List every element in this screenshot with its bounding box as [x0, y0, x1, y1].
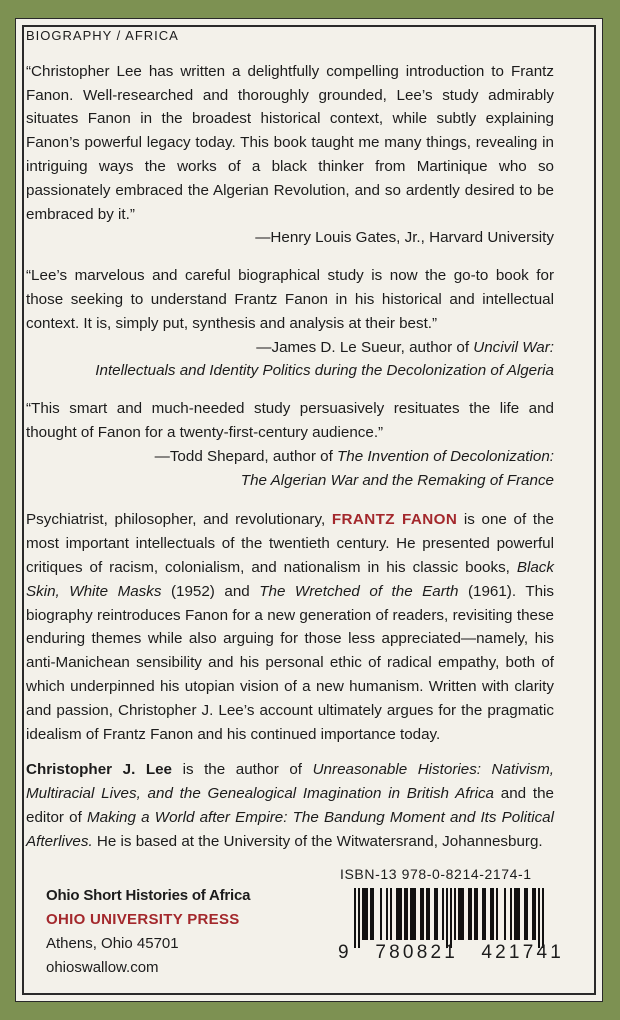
barcode-bar [482, 888, 484, 940]
bio-text: He is based at the University of the Witwatersrand, Johannesburg. [92, 832, 543, 850]
description-text: Psychiatrist, philosopher, and revolutionary, [26, 511, 332, 529]
barcode-guard-bar [450, 888, 452, 948]
barcode-bar [372, 888, 374, 940]
publisher-block [46, 884, 250, 980]
barcode-bar [436, 888, 438, 940]
barcode-digits-right: 421741 [481, 942, 564, 963]
barcode-bar [420, 888, 422, 940]
barcode-bar [504, 888, 506, 940]
book-title: Unreasonable Histories: Nativism, Multiracial Lives, and the Genealogical Imagination in British Africa [26, 761, 554, 803]
description-text: is one of the most important intellectuals of the twentieth century. He presented powerful critiques of racism, colonialism, and nationalism in his classic books, [26, 511, 554, 576]
series-name: Ohio Short Histories of Africa [46, 887, 251, 904]
barcode-bar [518, 888, 520, 940]
barcode-digits [338, 942, 564, 964]
description-text: (1961). This biography reintroduces Fanon for a new generation of readers, revisiting these enduring themes while also arguing for those less appreciated—namely, his anti-Manichean sensibility and his personal ethic of radical empathy, both of which underpinned his utopian vision of a new humanism. Written with clarity and passion, Christopher J. Lee’s account ultimately argues for the pragmatic idealism of Frantz Fanon and his continued importance today. [26, 582, 555, 743]
bio-text: is the author of [172, 761, 313, 779]
barcode-guard-bar [354, 888, 356, 948]
barcode-bar [390, 888, 392, 940]
book-title: Making a World after Empire: The Bandung Moment and Its Political Afterlives. [26, 808, 554, 850]
barcode-bars [338, 888, 564, 948]
barcode-bar [516, 888, 518, 940]
barcode-guard-bar [446, 888, 448, 948]
barcode-bar [396, 888, 398, 940]
blurb-attribution-3-line2: The Algerian War and the Remaking of France [240, 471, 554, 489]
barcode-bar [492, 888, 494, 940]
blurb-attribution-2-line2: Intellectuals and Identity Politics during the Decolonization of Algeria [95, 362, 554, 380]
blurb-attribution-2 [26, 336, 554, 360]
author-name: Christopher J. Lee [26, 761, 173, 779]
barcode-guard-bar [358, 888, 360, 948]
press-name: OHIO UNIVERSITY PRESS [46, 911, 240, 928]
barcode-bar [410, 888, 412, 940]
barcode-bar [470, 888, 472, 940]
subject-name: FRANTZ FANON [331, 511, 458, 529]
category-label: BIOGRAPHY / AFRICA [26, 28, 179, 43]
barcode-bar [442, 888, 444, 940]
description-text: (1952) and [161, 582, 260, 600]
attribution-book-title: The Invention of Decolonization: [337, 447, 554, 465]
blurb-quote-3: “This smart and much-needed study persuasively resituates the life and thought of Fanon for a twenty-first-century audience.” [26, 400, 554, 441]
blurb-attribution-3 [26, 445, 554, 469]
barcode-bar [460, 888, 462, 940]
attribution-prefix: —Todd Shepard, author of [154, 447, 338, 465]
barcode-bar [412, 888, 414, 940]
barcode-bar [398, 888, 400, 940]
barcode-bar [406, 888, 408, 940]
barcode-bar [454, 888, 456, 940]
barcode-bar [422, 888, 424, 940]
barcode-bar [414, 888, 416, 940]
barcode-guard-bar [542, 888, 544, 948]
barcode-bar [490, 888, 492, 940]
press-city: Athens, Ohio 45701 [46, 935, 179, 952]
barcode-digits-left: 780821 [375, 942, 458, 963]
barcode-guard-bar [538, 888, 540, 948]
barcode-bar [434, 888, 436, 940]
barcode-bar [366, 888, 368, 940]
book-title: Black Skin, White Masks [26, 558, 554, 600]
barcode-bar [364, 888, 366, 940]
bio-text: and the editor of [26, 785, 554, 826]
barcode-bar [400, 888, 402, 940]
attribution-prefix: —James D. Le Sueur, author of [256, 338, 474, 356]
isbn-barcode [338, 866, 564, 990]
back-cover-content [26, 24, 554, 854]
barcode-bar [468, 888, 470, 940]
blurb-quote-2: “Lee’s marvelous and careful biographical study is now the go-to book for those seeking to understand Frantz Fanon in his historical and intellectual context. It is, simply put, synthesis and analysis at their best.” [26, 267, 554, 332]
barcode-bar [476, 888, 478, 940]
barcode-bar [484, 888, 486, 940]
barcode-bar [474, 888, 476, 940]
blurb-attribution-1: —Henry Louis Gates, Jr., Harvard University [255, 229, 554, 247]
barcode-bar [526, 888, 528, 940]
barcode-bar [362, 888, 364, 940]
barcode-digit-first: 9 [338, 942, 349, 963]
barcode-bar [532, 888, 534, 940]
barcode-bar [428, 888, 430, 940]
barcode-bar [380, 888, 382, 940]
attribution-book-title: Uncivil War: [473, 338, 554, 356]
barcode-bar [370, 888, 372, 940]
barcode-bar [534, 888, 536, 940]
press-website: ohioswallow.com [46, 959, 159, 976]
barcode-bar [386, 888, 388, 940]
barcode-bar [524, 888, 526, 940]
book-description [26, 508, 554, 746]
barcode-bar [426, 888, 428, 940]
book-title: The Wretched of the Earth [259, 582, 459, 600]
blurb-quote-1: “Christopher Lee has written a delightfully compelling introduction to Frantz Fanon. Well-researched and thoroughly grounded, Lee’s study admirably situates Fanon in the broadest historical context, while subtly explaining Fanon’s powerful legacy today. This book taught me many things, revealing in intriguing ways the works of a black thinker from Martinique who so passionately embraced the Algerian Revolution, and so ardently desired to be embraced by it.” [26, 62, 554, 223]
barcode-bar [496, 888, 498, 940]
author-bio [26, 758, 554, 853]
barcode-bar [404, 888, 406, 940]
barcode-bar [514, 888, 516, 940]
barcode-bar [462, 888, 464, 940]
barcode-bar [510, 888, 512, 940]
barcode-bar [458, 888, 460, 940]
isbn-label: ISBN-13 978-0-8214-2174-1 [340, 866, 532, 882]
